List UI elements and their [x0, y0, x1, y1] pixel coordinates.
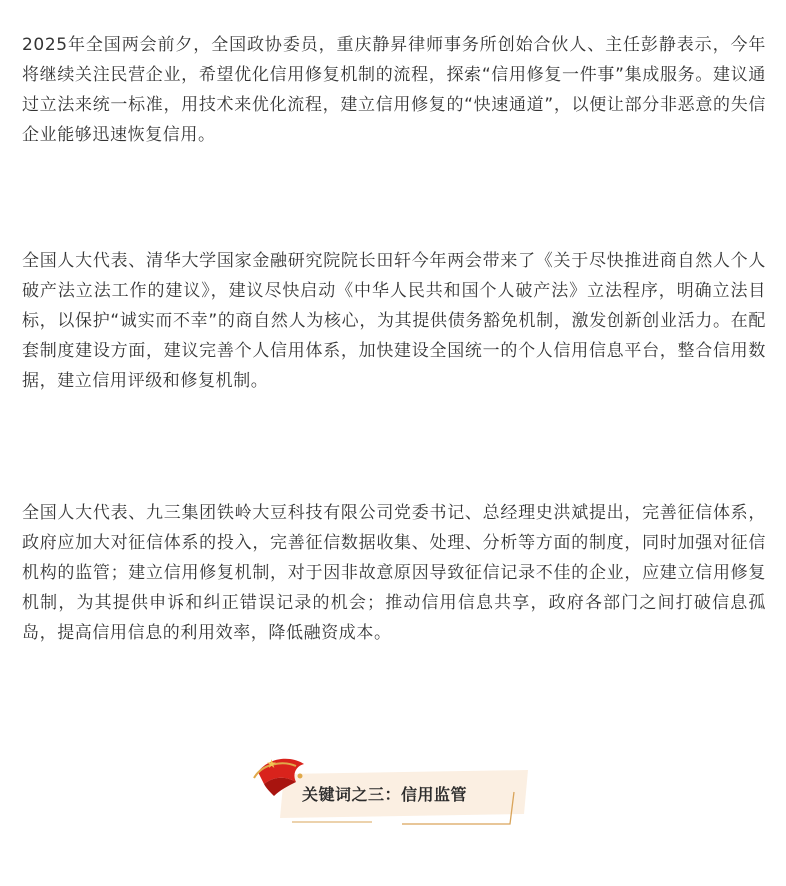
paragraph-3: 全国人大代表、九三集团铁岭大豆科技有限公司党委书记、总经理史洪斌提出，完善征信体系，政府应加大对征信体系的投入，完善征信数据收集、处理、分析等方面的制度，同时加强对征信机构的监管；建立信用修复机制，对于因非故意原因导致征信记录不佳的企业，应建立信用修复机制，为其提供申诉和纠正错误记录的机会；推动信用信息共享，政府各部门之间打破信息孤岛，提高信用信息的利用效率，降低融资成本。 [22, 503, 766, 643]
paragraph-1: 2025年全国两会前夕，全国政协委员，重庆静昇律师事务所创始合伙人、主任彭静表示，今年将继续关注民营企业，希望优化信用修复机制的流程，探索“信用修复一件事”集成服务。建议通过立法来统一标准，用技术来优化流程，建立信用修复的“快速通道”，以便让部分非恶意的失信企业能够迅速恢复信用。 [22, 35, 766, 145]
paragraph-2: 全国人大代表、清华大学国家金融研究院院长田轩今年两会带来了《关于尽快推进商自然人个人破产法立法工作的建议》，建议尽快启动《中华人民共和国个人破产法》立法程序，明确立法目标，以保护“诚实而不幸”的商自然人为核心，为其提供债务豁免机制，激发创新创业活力。在配套制度建设方面，建议完善个人信用体系，加快建设全国统一的个人信用信息平台，整合信用数据，建立信用评级和修复机制。 [22, 251, 766, 391]
section-heading-banner [252, 752, 534, 830]
section-heading-title: 关键词之三：信用监管 [302, 785, 468, 804]
